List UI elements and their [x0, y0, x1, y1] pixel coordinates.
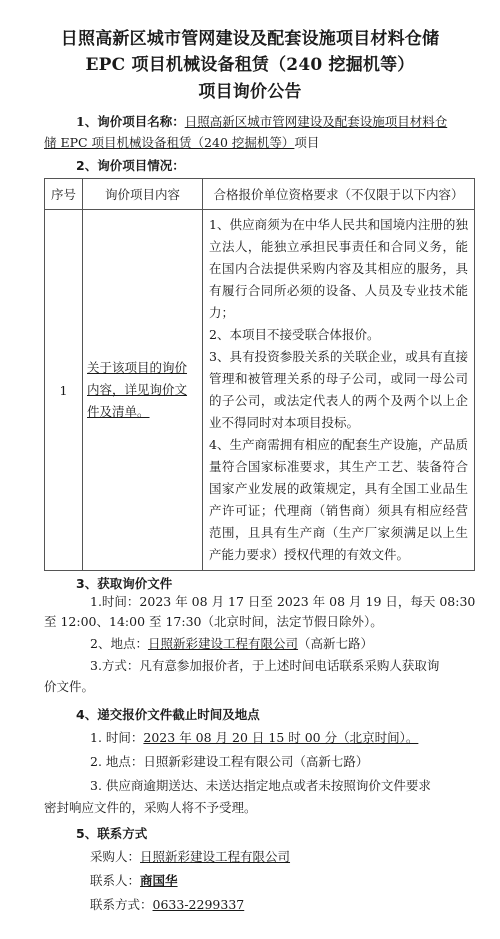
s4-time-value: 2023 年 08 月 20 日 15 时 00 分（北京时间）。 — [143, 730, 419, 745]
s5-contact-value: 商国华 — [140, 873, 178, 888]
requirement-1: 1、供应商须为在中华人民共和国境内注册的独立法人，能独立承担民事责任和合同义务，能在国内合法提供采购内容及其相应的服务，具有履行合同所必须的设备、人员及专业技术能力； — [209, 217, 468, 320]
row-content-cell — [83, 210, 203, 571]
title-line-3: 项目询价公告 — [198, 82, 302, 102]
s3-place-value: 日照新彩建设工程有限公司 — [147, 636, 298, 651]
s4-time-line — [90, 728, 418, 748]
s3-method-line2: 价文件。 — [44, 679, 95, 694]
section3-heading: 3、获取询价文件 — [76, 576, 173, 591]
title-line-1: 日照高新区城市管网建设及配套设施项目材料仓储 — [60, 29, 440, 49]
section5-heading: 5、联系方式 — [76, 826, 148, 841]
s4-note-line2: 密封响应文件的，采购人将不予受理。 — [44, 800, 257, 815]
header-number: 序号 — [45, 179, 83, 210]
s3-place-line — [90, 634, 373, 654]
s5-buyer-line — [90, 847, 290, 867]
requirement-3: 3、具有投资参股关系的关联企业，或具有直接管理和被管理关系的母子公司，或同一母公司的子公司，或法定代表人的两个及两个以上企业不得同时对本项目投标。 — [209, 349, 468, 430]
table-row — [45, 210, 475, 571]
s5-phone-value[interactable]: 0633-2299337 — [152, 897, 245, 912]
row-number: 1 — [45, 210, 83, 571]
s5-phone-line — [90, 895, 244, 915]
row-content-link[interactable]: 关于该项目的询价内容，详见询价文件及清单。 — [87, 360, 188, 419]
s3-time-line2: 至 12:00、14:00 至 17:30（北京时间，法定节假日除外）。 — [44, 614, 383, 629]
title-line-2: EPC 项目机械设备租赁（240 挖掘机等） — [85, 55, 415, 75]
s4-time-label: 1. 时间： — [90, 730, 144, 745]
s5-contact-label: 联系人： — [90, 873, 141, 888]
section1-heading: 1、询价项目名称： — [76, 114, 185, 129]
section4-heading: 4、递交报价文件截止时间及地点 — [76, 707, 260, 722]
s4-note-line1: 3. 供应商逾期送达、未送达指定地点或者未按照询价文件要求 — [90, 778, 431, 793]
requirement-2: 2、本项目不接受联合体报价。 — [209, 327, 380, 342]
s3-time-line1: 1.时间：2023 年 08 月 17 日至 2023 年 08 月 19 日，每天 08:30 — [90, 594, 476, 609]
inquiry-table — [44, 178, 475, 571]
s5-buyer-value: 日照新彩建设工程有限公司 — [140, 849, 291, 864]
s5-contact-line — [90, 871, 178, 891]
s3-method-line1: 3.方式：凡有意参加报价者，于上述时间电话联系采购人获取询 — [90, 658, 440, 673]
s5-phone-label: 联系方式： — [90, 897, 153, 912]
section2-heading: 2、询价项目情况： — [76, 158, 185, 173]
s4-place-line: 2. 地点：日照新彩建设工程有限公司（高新七路） — [90, 754, 369, 769]
section1-line2 — [44, 133, 319, 153]
project-name-suffix: 项目 — [294, 135, 320, 150]
section1-line1 — [76, 112, 447, 132]
requirement-4: 4、生产商需拥有相应的配套生产设施，产品质量符合国家标准要求，其生产工艺、装备符合国家产业发展的政策规定，具有全国工业品生产许可证；代理商（销售商）须具有相应经营范围，且具有生产商（生产厂家须满足以上生产能力要求）授权代理的有效文件。 — [209, 437, 468, 562]
header-content: 询价项目内容 — [83, 179, 203, 210]
s5-buyer-label: 采购人： — [90, 849, 141, 864]
row-requirements — [203, 210, 475, 571]
s3-place-label: 2、地点： — [90, 636, 148, 651]
header-requirements: 合格报价单位资格要求（不仅限于以下内容） — [203, 179, 475, 210]
s3-place-suffix: （高新七路） — [297, 636, 373, 651]
project-name-part2: 储 EPC 项目机械设备租赁（240 挖掘机等） — [44, 135, 295, 150]
project-name-part1: 日照高新区城市管网建设及配套设施项目材料仓 — [184, 114, 448, 129]
table-header-row — [45, 179, 475, 210]
